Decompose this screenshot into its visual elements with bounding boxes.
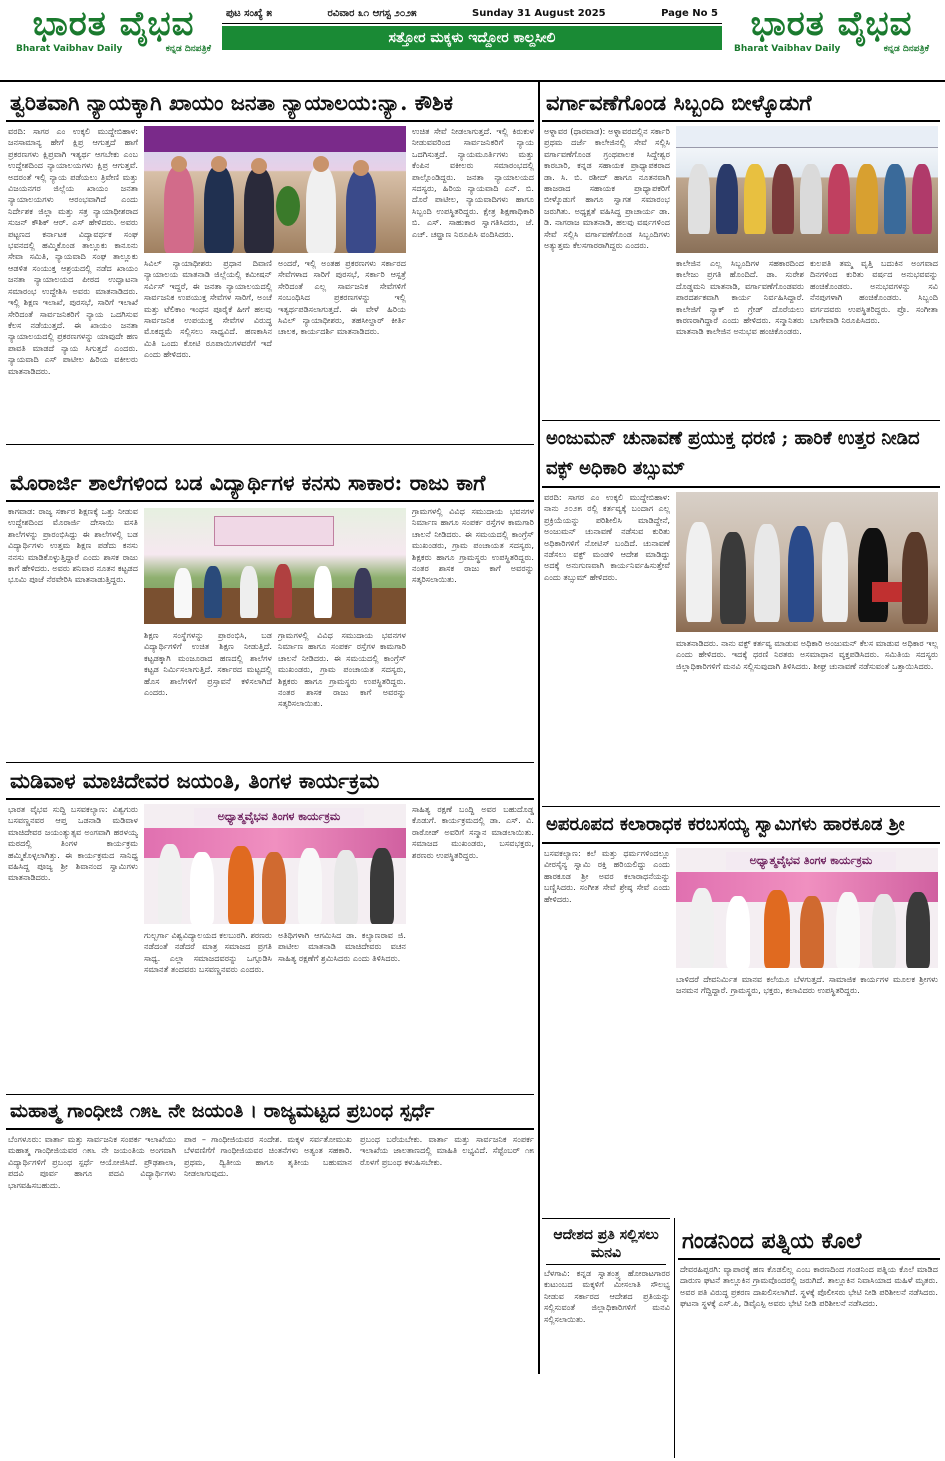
tagline-band: ಸತ್ತೋರ ಮಕ್ಕಳು ಇದ್ದೋರ ಕಾಲ್ದಸೀಲಿ	[222, 26, 722, 50]
photo-a4-protest	[676, 492, 938, 632]
issue-number: ಪುಟ ಸಂಖ್ಯೆ ೫	[226, 8, 273, 19]
stage-backdrop	[144, 126, 406, 152]
a3-col2: ಶಿಕ್ಷಣ ಸಂಸ್ಥೆಗಳನ್ನು ಪ್ರಾರಂಭಿಸಿ, ಬಡ ವಿದ್ಯಾರ್ಥಿಗಳಿಗೆ ಉಚಿತ ಶಿಕ್ಷಣ ನೀಡುತ್ತಿದೆ. ಕಟ್ಟಡಕ್ಕಾಗಿ ಮಂಜೂರಾದ ಹಣದಲ್ಲಿ ಶಾಲೆಗಳ ಕಟ್ಟಡ ನಿರ್ಮಿಸಲಾಗುತ್ತಿದೆ. ಸರ್ಕಾರದ ಮಟ್ಟದಲ್ಲಿ ಹೊಸ ಶಾಲೆಗಳಿಗೆ ಪ್ರಸ್ತಾವನೆ ಕಳಿಸಲಾಗಿದೆ ಎಂದರು.	[144, 630, 272, 698]
column-divider	[538, 82, 540, 1374]
banner	[676, 126, 938, 148]
headline-a3: ಮೊರಾರ್ಜಿ ಶಾಲೆಗಳಿಂದ ಬಡ ವಿದ್ಯಾರ್ಥಿಗಳ ಕನಸು ಸಾಕಾರ: ರಾಜು ಕಾಗೆ	[6, 466, 534, 502]
a2-col2: ಕಾಲೇಜಿನ ಎಲ್ಲ ಸಿಬ್ಬಂದಿಗಳ ಸಹಕಾರದಿಂದ ಕಾಲೇಜು ಪ್ರಗತಿ ಹೊಂದಿದೆ. ಡಾ. ಸುರೇಶ ದೊಡ್ಡಮನಿ ಮಾತನಾಡಿ, ವರ್ಗಾವಣೆಗೊಂಡವರು ಪಾರದರ್ಶಕವಾಗಿ ಕಾರ್ಯ ನಿರ್ವಹಿಸಿದ್ದಾರೆ. ಕಾಲೇಜಿಗೆ ನ್ಯಾಕ್ ಬಿ ಗ್ರೇಡ್ ದೊರೆಯಲು ಕಾರಣರಾಗಿದ್ದಾರೆ ಎಂದು ಹೇಳಿದರು. ಸನ್ಮಾನಿತರು ಮಾತನಾಡಿ ಕಾಲೇಜಿನ ಅನುಭವ ಹಂಚಿಕೊಂಡರು.	[676, 258, 804, 337]
a1-col1: ವರದಿ: ಸಾಗರ ಎಂ ಉಕ್ಕಲಿ ಮುದ್ದೇಬಿಹಾಳ: ಜನಸಾಮಾನ್ಯ ಹೇಗೆ ಕ್ಷಿಪ್ರ ಆಗುತ್ತದೆ ಹಾಗೆ ಪ್ರಕರಣಗಳು ಕ್ಷಿಪ್ರವಾಗಿ ಇತ್ಯರ್ಥ ಆಗಬೇಕು ಎಂಬ ಉದ್ದೇಶದಿಂದ ನ್ಯಾಯಾಲಯಗಳು ಕ್ಷಿಪ್ರ ಆಗುತ್ತವೆ. ಅದರಂತೆ ಇಲ್ಲಿ ನ್ಯಾಯ ಪಡೆಯಲು ತ್ರಿವೇಣಿ ಮತ್ತು ವಿಜಯನಗರ ಜಿಲ್ಲೆಯ ಖಾಯಂ ಜನತಾ ನ್ಯಾಯಾಲಯಗಳು ಆರಂಭವಾಗಿದೆ ಎಂದು ನಿರ್ದೇಶಕ ಜಿಲ್ಲಾ ಮತ್ತು ಸತ್ರ ನ್ಯಾಯಾಧೀಶರಾದ ಸುಜನ್ ಕೌಶಿಕ್ ಆರ್. ಎಸ್ ಹೇಳಿದರು. ಅವರು ಪಟ್ಟಣದ ಕರ್ನಾಟಕ ವಿದ್ಯಾವರ್ಧಕ ಸಂಘ ಭವನದಲ್ಲಿ ಹಮ್ಮಿಕೊಂಡ ತಾಲ್ಲೂಕು ಕಾನೂನು ಸೇವಾ ಸಮಿತಿ, ನ್ಯಾಯವಾದಿ ಸಂಘ ತಾಲ್ಲೂಕು ಆಡಳಿತ ಸಂಯುಕ್ತ ಆಶ್ರಯದಲ್ಲಿ ನಡೆದ ಖಾಯಂ ಜನತಾ ನ್ಯಾಯಾಲಯದ ಪೀಠದ ಉದ್ಘಾಟನಾ ಸಮಾರಂಭ ಉದ್ದೇಶಿಸಿ ಅವರು ಮಾತನಾಡಿದರು. ಇಲ್ಲಿ ಶಿಕ್ಷಣ ಇಲಾಖೆ, ಪುರಸಭೆ, ಸಾರಿಗೆ ಇಲಾಖೆ ಸೇರಿದಂತೆ ಸಾರ್ವಜನಿಕರಿಗೆ ನ್ಯಾಯ ಒದಗಿಸುವ ಕೆಲಸ ನಡೆಯುತ್ತದೆ. ಈ ಖಾಯಂ ಜನತಾ ನ್ಯಾಯಾಲಯದಲ್ಲಿ ಪ್ರಕರಣಗಳನ್ನು ಯಾವುದೇ ಹಣ ಪಾವತಿ ಮಾಡದೆ ನ್ಯಾಯ ಸಿಗುತ್ತದೆ ಎಂದರು. ನ್ಯಾಯವಾದಿ ಎಸ್ ಪಾಟೀಲ ಹಿರಿಯ ವಕೀಲರು ಮಾತನಾಡಿದರು.	[8, 126, 138, 376]
headline-a6: ಅಪರೂಪದ ಕಲಾರಾಧಕ ಕರಬಸಯ್ಯ ಸ್ವಾಮಿಗಳು ಹಾರಕೂಡ ಶ್ರೀ	[542, 808, 940, 844]
date-kannada: ರವಿವಾರ ೩೧ ಆಗಸ್ಟ ೨೦೨೫	[327, 8, 417, 19]
a6-col2: ಬಾಳಿದರೆ ದೇವನಿರ್ಮಿತ ಮಾನವ ಕಲೆಯೂ ಬೆಳಗುತ್ತದೆ. ಸಾಮಾಜಿಕ ಕಾರ್ಯಗಳ ಮೂಲಕ ಶ್ರೀಗಳು ಜನಮನ ಗೆದ್ದಿದ್ದಾರೆ. ಗ್ರಾಮಸ್ಥರು, ಭಕ್ತರು, ಕಲಾವಿದರು ಉಪಸ್ಥಿತರಿದ್ದರು.	[676, 974, 938, 996]
document	[872, 582, 902, 602]
headline-a7: ಮಹಾತ್ಮ ಗಾಂಧೀಜಿ ೧೫೬ ನೇ ಜಯಂತಿ । ರಾಜ್ಯಮಟ್ಟದ ಪ್ರಬಂಧ ಸ್ಪರ್ಧೆ	[6, 1094, 534, 1130]
a4-col1: ವರದಿ: ಸಾಗರ ಎಂ ಉಕ್ಕಲಿ ಮುದ್ದೇಬಿಹಾಳ: ನಾನು ೨೦೨೫ ರಲ್ಲಿ ಕರ್ತವ್ಯಕ್ಕೆ ಬಂದಾಗ ಎಲ್ಲ ಪ್ರಕ್ರಿಯೆಯನ್ನು ಪರಿಶೀಲಿಸಿ ಮಾಡಿದ್ದೇನೆ, ಅಂಜುಮನ್ ಚುನಾವಣೆ ನಡೆಸುವ ಕುರಿತು ಅಧಿಕಾರಿಗಳಿಗೆ ನೋಟಿಸ್ ಬಂದಿದೆ. ಚುನಾವಣೆ ನಡೆಸಲು ವಕ್ಫ್ ಮಂಡಳಿ ಆದೇಶ ಮಾಡಿದ್ದು ಅದಕ್ಕೆ ಅನುಗುಣವಾಗಿ ಕಾರ್ಯನಿರ್ವಹಿಸುತ್ತೇವೆ ಎಂದು ತಬ್ಸುಮ್ ಹೇಳಿದರು.	[544, 492, 670, 582]
a1-col2: ಸಿವಿಲ್ ನ್ಯಾಯಾಧೀಶರು ಪ್ರಧಾನ ದಿವಾಣಿ ನ್ಯಾಯಾಲಯ ಮಾತನಾಡಿ ಜಿಲ್ಲೆಯಲ್ಲಿ ಕಮೀಷನ್ ಸರ್ವಿಸ್ ಇದ್ದರೆ, ಈ ಜನತಾ ನ್ಯಾಯಾಲಯದಲ್ಲಿ ಸಾರ್ವಜನಿಕ ಉಪಯುಕ್ತ ಸೇವೆಗಳ ಸಾರಿಗೆ, ಅಂಚೆ ಮತ್ತು ಟೆಲಿಕಾಂ ಇಂಧನ ಪೂರೈಕೆ ಹೀಗೆ ಹಲವು ಸಾರ್ವಜನಿಕ ಉಪಯುಕ್ತ ಸೇವೆಗಳ ವಿರುದ್ಧ ಮೊಕದ್ದಮೆ ಸಲ್ಲಿಸಲು ಸಾಧ್ಯವಿದೆ. ಹಣಕಾಸಿನ ಮಿತಿ ಒಂದು ಕೋಟಿ ರೂಪಾಯಿಗಳವರೆಗೆ ಇದೆ ಎಂದು ಹೇಳಿದರು.	[144, 258, 272, 360]
photo-a2-felicitation	[676, 126, 938, 253]
a4-col2: ಮಾತನಾಡಿದರು. ನಾನು ವಕ್ಫ್ ಕರ್ತವ್ಯ ಮಾಡುವ ಅಧಿಕಾರಿ ಅಂಜುಮನ್ ಕೆಲಸ ಮಾಡುವ ಅಧಿಕಾರ ಇಲ್ಲ ಎಂದು ಹೇಳಿದರು. ಇದಕ್ಕೆ ಧರಣಿ ನಿರತರು ಅಸಮಾಧಾನ ವ್ಯಕ್ತಪಡಿಸಿದರು. ಸಮಿತಿಯ ಸದಸ್ಯರು ಜಿಲ್ಲಾಧಿಕಾರಿಗಳಿಗೆ ಮನವಿ ಸಲ್ಲಿಸುವುದಾಗಿ ತಿಳಿಸಿದರು. ಶೀಘ್ರ ಚುನಾವಣೆ ನಡೆಸುವಂತೆ ಒತ್ತಾಯಿಸಿದರು.	[676, 638, 938, 671]
logo-sub-kn: ಕನ್ನಡ ದಿನಪತ್ರಿಕೆ	[883, 44, 929, 54]
a3-col3: ಗ್ರಾಮಗಳಲ್ಲಿ ವಿವಿಧ ಸಮುದಾಯ ಭವನಗಳ ನಿರ್ಮಾಣ ಹಾಗೂ ಸಂಪರ್ಕ ರಸ್ತೆಗಳ ಕಾಮಗಾರಿ ಚಾಲನೆ ನೀಡಿದರು. ಈ ಸಮಯದಲ್ಲಿ ಕಾಂಗ್ರೆಸ್ ಮುಖಂಡರು, ಗ್ರಾಮ ಪಂಚಾಯತ ಸದಸ್ಯರು, ಶಿಕ್ಷಕರು ಹಾಗೂ ಗ್ರಾಮಸ್ಥರು ಉಪಸ್ಥಿತರಿದ್ದರು. ನಂತರ ಶಾಸಕ ರಾಜು ಕಾಗೆ ಅವರನ್ನು ಸತ್ಕರಿಸಲಾಯಿತು.	[412, 506, 534, 585]
headline-a5: ಮಡಿವಾಳ ಮಾಚಿದೇವರ ಜಯಂತಿ, ತಿಂಗಳ ಕಾರ್ಯಕ್ರಮ	[6, 764, 534, 800]
a5-col2: ಗುಲ್ಬರ್ಗಾ ವಿಶ್ವವಿದ್ಯಾಲಯದ ಕಲಬುರಗಿ. ಶರಣರು ನಡೆದಂತೆ ನಡೆದರೆ ಮಾತ್ರ ಸಮಾಜದ ಪ್ರಗತಿ ಸಾಧ್ಯ. ಎಲ್ಲಾ ಸಮಾಜದವರನ್ನು ಒಗ್ಗೂಡಿಸಿ ಸಮಾನತೆ ತಂದವರು ಬಸವಣ್ಣನವರು ಎಂದರು.	[144, 930, 272, 975]
masthead-rule	[0, 80, 945, 82]
a5-col1: ಭಾರತ ವೈಭವ ಸುದ್ದಿ ಬಸವಕಲ್ಯಾಣ: ವಿಶ್ವಗುರು ಬಸವಣ್ಣನವರ ಆಪ್ತ ಒಡನಾಡಿ ಮಡಿವಾಳ ಮಾಚಿದೇವರ ಜಯಂತ್ಯುತ್ಸವ ಅಂಗವಾಗಿ ಹರಳಯ್ಯ ಮಠದಲ್ಲಿ ತಿಂಗಳ ಕಾರ್ಯಕ್ರಮ ಹಮ್ಮಿಕೊಳ್ಳಲಾಗಿತ್ತು. ಈ ಕಾರ್ಯಕ್ರಮದ ಸಾನಿಧ್ಯ ವಹಿಸಿದ್ದ ಪೂಜ್ಯ ಶ್ರೀ ಶಿವಾನಂದ ಸ್ವಾಮಿಗಳು ಮಾತನಾಡಿದರು.	[8, 804, 138, 883]
logo-text: ಭಾರತ ವೈಭವ	[750, 4, 913, 44]
logo-sub-kn: ಕನ್ನಡ ದಿನಪತ್ರಿಕೆ	[165, 44, 211, 54]
a7-col2: ಪಾಠ – ಗಾಂಧೀಜಿಯವರ ಸಂದೇಶ. ಮಕ್ಕಳ ಸರ್ವತೋಮುಖ ಬೆಳವಣಿಗೆಗೆ ಗಾಂಧೀಜಿಯವರ ಚಿಂತನೆಗಳು ಅತ್ಯಂತ ಸಹಕಾರಿ. ಪ್ರಥಮ, ದ್ವಿತೀಯ ಹಾಗೂ ತೃತೀಯ ಬಹುಮಾನ ನೀಡಲಾಗುವುದು.	[184, 1134, 352, 1179]
logo-sub-en: Bharat Vaibhav Daily	[734, 44, 841, 54]
a7-col1: ಬೆಂಗಳೂರು: ವಾರ್ತಾ ಮತ್ತು ಸಾರ್ವಜನಿಕ ಸಂಪರ್ಕ ಇಲಾಖೆಯು ಮಹಾತ್ಮ ಗಾಂಧೀಜಿಯವರ ೧೫೬ ನೇ ಜಯಂತಿಯ ಅಂಗವಾಗಿ ವಿದ್ಯಾರ್ಥಿಗಳಿಗೆ ಪ್ರಬಂಧ ಸ್ಪರ್ಧೆ ಆಯೋಜಿಸಿದೆ. ಪ್ರೌಢಶಾಲಾ, ಪದವಿ ಪೂರ್ವ ಹಾಗೂ ಪದವಿ ವಿದ್ಯಾರ್ಥಿಗಳು ಭಾಗವಹಿಸಬಹುದು.	[8, 1134, 176, 1190]
plant	[276, 186, 300, 226]
logo-text: ಭಾರತ ವೈಭವ	[32, 4, 195, 44]
stage-banner	[214, 516, 334, 546]
a1-col4: ಉಚಿತ ಸೇವೆ ನೀಡಲಾಗುತ್ತದೆ. ಇಲ್ಲಿ ಕಿರುಕುಳ ನೀಡುವವರಿಂದ ಸಾರ್ವಜನಿಕರಿಗೆ ನ್ಯಾಯ ಒದಗಿಸುತ್ತದೆ. ನ್ಯಾಯಮೂರ್ತಿಗಳು ಮತ್ತು ಕೆಂಪಿನ ವಕೀಲರು ಸಮಾರಂಭದಲ್ಲಿ ಪಾಲ್ಗೊಂಡಿದ್ದರು. ಜನತಾ ನ್ಯಾಯಾಲಯದ ಸದಸ್ಯರು, ಹಿರಿಯ ನ್ಯಾಯವಾದಿ ಎನ್. ಬಿ. ದೊರೆ ಪಾಟೀಲ, ನ್ಯಾಯವಾದಿಗಳು ಹಾಗೂ ಸಿಬ್ಬಂದಿ ಉಪಸ್ಥಿತರಿದ್ದರು. ಕ್ಷೇತ್ರ ಶಿಕ್ಷಣಾಧಿಕಾರಿ ಬಿ. ಎಸ್. ಸಾಹುಕಾರ ಸ್ವಾಗತಿಸಿದರು, ಜೆ. ಎಚ್. ಚವ್ಹಾಣ ನಿರೂಪಿಸಿ ವಂದಿಸಿದರು.	[412, 126, 534, 239]
headline-a9: ಗಂಡನಿಂದ ಪತ್ನಿಯ ಕೊಲೆ	[678, 1224, 940, 1260]
masthead-logo-right	[724, 4, 939, 76]
photo-a6-event	[676, 848, 938, 968]
headline-a8: ಆದೇಶದ ಪ್ರತಿ ಸಲ್ಲಿಸಲು ಮನವಿ	[553, 1227, 659, 1261]
a3-col1: ಕಾಗವಾಡ: ರಾಜ್ಯ ಸರ್ಕಾರ ಶಿಕ್ಷಣಕ್ಕೆ ಒತ್ತು ನೀಡುವ ಉದ್ದೇಶದಿಂದ ಮೊರಾರ್ಜಿ ದೇಸಾಯಿ ವಸತಿ ಶಾಲೆಗಳನ್ನು ಪ್ರಾರಂಭಿಸಿದ್ದು ಈ ಶಾಲೆಗಳಲ್ಲಿ ಬಡ ವಿದ್ಯಾರ್ಥಿಗಳು ಉತ್ತಮ ಶಿಕ್ಷಣ ಪಡೆದು ಕನಸು ನನಸು ಮಾಡಿಕೊಳ್ಳುತ್ತಿದ್ದಾರೆ ಎಂದು ಶಾಸಕ ರಾಜು ಕಾಗೆ ಹೇಳಿದರು. ಅವರು ಶನಿವಾರ ನೂತನ ಕಟ್ಟಡದ ಭೂಮಿ ಪೂಜೆ ನೆರವೇರಿಸಿ ಮಾತನಾಡುತ್ತಿದ್ದರು.	[8, 506, 138, 585]
logo-sub-en: Bharat Vaibhav Daily	[16, 44, 123, 54]
headline-a4-text: ಅಂಜುಮನ್ ಚುನಾವಣೆ ಪ್ರಯುಕ್ತ ಧರಣಿ ; ಹಾರಿಕೆ ಉತ್ತರ ನೀಡಿದ ವಕ್ಫ್ ಅಧಿಕಾರಿ ತಬ್ಸುಮ್	[546, 428, 920, 479]
a9-col1: ದೇವರಹಿಪ್ಪರಗಿ: ವ್ಯಾಪಾರಕ್ಕೆ ಹಣ ಕೊಡಲಿಲ್ಲ ಎಂಬ ಕಾರಣದಿಂದ ಗಂಡನಿಂದ ಪತ್ನಿಯ ಕೊಲೆ ಮಾಡಿದ ದಾರುಣ ಘಟನೆ ತಾಲ್ಲೂಕಿನ ಗ್ರಾಮವೊಂದರಲ್ಲಿ ಜರುಗಿದೆ. ತಾಲ್ಲೂಕಿನ ನಿವಾಸಿಯಾದ ಮಹಿಳೆ ಮೃತರು. ಅವರ ಪತಿ ವಿರುದ್ಧ ಪ್ರಕರಣ ದಾಖಲಿಸಲಾಗಿದೆ. ಸ್ಥಳಕ್ಕೆ ಪೊಲೀಸರು ಭೇಟಿ ನೀಡಿ ಪರಿಶೀಲನೆ ನಡೆಸಿದರು. ಘಟನಾ ಸ್ಥಳಕ್ಕೆ ಎಸ್.ಪಿ, ಡಿವೈಎಸ್ಪಿ ಅವರು ಭೇಟಿ ನೀಡಿ ಪರಿಶೀಲನೆ ನಡೆಸಿದರು.	[680, 1264, 938, 1309]
a6-col1: ಬಸವಕಲ್ಯಾಣ: ಕಲೆ ಮತ್ತು ಧರ್ಮಗಳಿಂದಲ್ಲೂ ವೀರಸೈನ್ಯ ಸ್ವಾಮಿ ರಕ್ತಿ ಹರಿಯಲಿದ್ದು ಎಂದು ಹಾರಕೂಡ ಶ್ರೀ ಅವರ ಕಲಾರಾಧನೆಯನ್ನು ಬಣ್ಣಿಸಿದರು. ಸಂಗೀತ ಸೇವೆ ಶ್ರೇಷ್ಠ ಸೇವೆ ಎಂದು ಹೇಳಿದರು.	[544, 848, 670, 904]
headline-a2: ವರ್ಗಾವಣೆಗೊಂಡ ಸಿಬ್ಬಂದಿ ಬೀಳ್ಕೊಡುಗೆ	[542, 86, 940, 122]
date-english: Sunday 31 August 2025	[472, 8, 606, 19]
a8-col1: ಬೆಳಗಾವಿ: ಕನ್ನಡ ಸ್ವಾತಂತ್ರ್ಯ ಹೋರಾಟಗಾರರ ಕುಟುಂಬದ ಮಕ್ಕಳಿಗೆ ಮೀಸಲಾತಿ ಸೌಲಭ್ಯ ನೀಡುವ ಸರ್ಕಾರದ ಆದೇಶದ ಪ್ರತಿಯನ್ನು ಸಲ್ಲಿಸುವಂತೆ ಜಿಲ್ಲಾಧಿಕಾರಿಗಳಿಗೆ ಮನವಿ ಸಲ್ಲಿಸಲಾಯಿತು.	[544, 1268, 670, 1324]
page-number: Page No 5	[661, 8, 718, 19]
photo-a3-ceremony	[144, 508, 406, 624]
a5-col3: ಅತಿಥಿಗಳಾಗಿ ಆಗಮಿಸಿದ ಡಾ. ಕಲ್ಯಾಣರಾವ ಜಿ. ಪಾಟೀಲ ಮಾತನಾಡಿ ಮಾಚಿದೇವರು ವಚನ ಸಾಹಿತ್ಯ ರಕ್ಷಣೆಗೆ ಶ್ರಮಿಸಿದರು ಎಂದು ತಿಳಿಸಿದರು.	[278, 930, 406, 963]
headline-a4	[542, 424, 940, 484]
masthead-logo-left	[6, 4, 221, 76]
masthead-center	[222, 4, 722, 70]
a7-col3: ಪ್ರಬಂಧ ಬರೆಯಬೇಕು. ವಾರ್ತಾ ಮತ್ತು ಸಾರ್ವಜನಿಕ ಸಂಪರ್ಕ ಇಲಾಖೆಯ ಜಾಲತಾಣದಲ್ಲಿ ಮಾಹಿತಿ ಲಭ್ಯವಿದೆ. ಸೆಪ್ಟೆಂಬರ್ ೧೫ ರೊಳಗೆ ಪ್ರಬಂಧ ಕಳುಹಿಸಬೇಕು.	[360, 1134, 534, 1167]
a5-col4: ಸಾಹಿತ್ಯ ರಕ್ಷಣೆ ಬಂದ್ದಿ ಅವರ ಬಹುದೊಡ್ಡ ಕೊಡುಗೆ. ಕಾರ್ಯಕ್ರಮದಲ್ಲಿ ಡಾ. ಎಸ್. ವಿ. ರಾಠೋಡ್ ಅವರಿಗೆ ಸನ್ಮಾನ ಮಾಡಲಾಯಿತು. ಸಮಾಜದ ಮುಖಂಡರು, ಬಸವಭಕ್ತರು, ಶರಣರು ಉಪಸ್ಥಿತರಿದ್ದರು.	[412, 804, 534, 860]
photo-a1-event	[144, 126, 406, 253]
a2-col1: ಅಳ್ನಾವರ (ಧಾರವಾಡ): ಅಳ್ನಾವರದಲ್ಲಿನ ಸರ್ಕಾರಿ ಪ್ರಥಮ ದರ್ಜೆ ಕಾಲೇಜಿನಲ್ಲಿ ಸೇವೆ ಸಲ್ಲಿಸಿ ವರ್ಗಾವಣೆಗೊಂಡ ಗ್ರಂಥಪಾಲಕ ಸಿದ್ದೇಶ್ವರ ಕಾರಬಾರಿ, ಕನ್ನಡ ಸಹಾಯಕ ಪ್ರಾಧ್ಯಾಪಕರಾದ ಡಾ. ಸಿ. ಬಿ. ರಶೀದ್ ಹಾಗೂ ನೂತನವಾಗಿ ಹಾಜರಾದ ಸಹಾಯಕ ಪ್ರಾಧ್ಯಾಪಕರಿಗೆ ಬೀಳ್ಕೊಡುಗೆ ಹಾಗೂ ಸ್ವಾಗತ ಸಮಾರಂಭ ಜರುಗಿತು. ಅಧ್ಯಕ್ಷತೆ ವಹಿಸಿದ್ದ ಪ್ರಾಚಾರ್ಯ ಡಾ. ಡಿ. ನಾಗರಾಜ ಮಾತನಾಡಿ, ಹಲವು ವರ್ಷಗಳಿಂದ ಸೇವೆ ಸಲ್ಲಿಸಿ ವರ್ಗಾವಣೆಗೊಂಡ ಸಿಬ್ಬಂದಿಗಳು ಅತ್ಯುತ್ತಮ ಕೆಲಸಗಾರರಾಗಿದ್ದರು ಎಂದರು.	[544, 126, 670, 251]
a2-col3: ಕುಲಪತಿ ತಮ್ಮ ವೃತ್ತಿ ಬದುಕಿನ ಅಂಗವಾದ ದಿನಗಳಿಂದ ಕುರಿತು ವರ್ಷದ ಅನುಭವವನ್ನು ಹಂಚಿಕೊಂಡರು. ಅನುಭವಗಳನ್ನು ಸವಿ ನೆನಪುಗಳಾಗಿ ಹಂಚಿಕೊಂಡರು. ಸಿಬ್ಬಂದಿ ವರ್ಗದವರು ಉಪಸ್ಥಿತರಿದ್ದರು. ಪ್ರೊ. ಸಂಗೀತಾ ಬಾಗೇವಾಡಿ ನಿರೂಪಿಸಿದರು.	[810, 258, 938, 326]
photo-banner-a5: ಅಧ್ಯಾತ್ಮವೈಭವ ತಿಂಗಳ ಕಾರ್ಯಕ್ರಮ	[194, 808, 364, 826]
photo-banner-a6: ಅಧ್ಯಾತ್ಮವೈಭವ ತಿಂಗಳ ಕಾರ್ಯಕ್ರಮ	[726, 852, 896, 870]
headline-a1: ತ್ವರಿತವಾಗಿ ನ್ಯಾಯಕ್ಕಾಗಿ ಖಾಯಂ ಜನತಾ ನ್ಯಾಯಾಲಯ:ನ್ಯಾ. ಕೌಶಿಕ	[6, 86, 534, 122]
photo-a5-event	[144, 804, 406, 924]
a1-col3: ಅಂದರೆ, ಇಲ್ಲಿ ಅಂತಹ ಪ್ರಕರಣಗಳು ಸರ್ಕಾರದ ಸೇವೆಗಳಾದ ಸಾರಿಗೆ ಪುರಸಭೆ, ಸರ್ಕಾರಿ ಆಸ್ಪತ್ರೆ ಸೇರಿದಂತೆ ಎಲ್ಲ ಸಾರ್ವಜನಿಕ ಸೇವೆಗಳಿಗೆ ಸಂಬಂಧಿಸಿದ ಪ್ರಕರಣಗಳನ್ನು ಇಲ್ಲಿ ಇತ್ಯರ್ಥಪಡಿಸಲಾಗುತ್ತದೆ. ಈ ವೇಳೆ ಹಿರಿಯ ಸಿವಿಲ್ ನ್ಯಾಯಾಧೀಶರು, ತಹಸೀಲ್ದಾರ್ ಕೀರ್ತಿ ಚಾಲಕ, ಕಾರ್ಯದರ್ಶಿ ಮಾತನಾಡಿದರು.	[278, 258, 406, 337]
a3-col2b: ಗ್ರಾಮಗಳಲ್ಲಿ ವಿವಿಧ ಸಮುದಾಯ ಭವನಗಳ ನಿರ್ಮಾಣ ಹಾಗೂ ಸಂಪರ್ಕ ರಸ್ತೆಗಳ ಕಾಮಗಾರಿ ಚಾಲನೆ ನೀಡಿದರು. ಈ ಸಮಯದಲ್ಲಿ ಕಾಂಗ್ರೆಸ್ ಮುಖಂಡರು, ಗ್ರಾಮ ಪಂಚಾಯತ ಸದಸ್ಯರು, ಶಿಕ್ಷಕರು ಹಾಗೂ ಗ್ರಾಮಸ್ಥರು ಉಪಸ್ಥಿತರಿದ್ದರು. ನಂತರ ಶಾಸಕ ರಾಜು ಕಾಗೆ ಅವರನ್ನು ಸತ್ಕರಿಸಲಾಯಿತು.	[278, 630, 406, 709]
